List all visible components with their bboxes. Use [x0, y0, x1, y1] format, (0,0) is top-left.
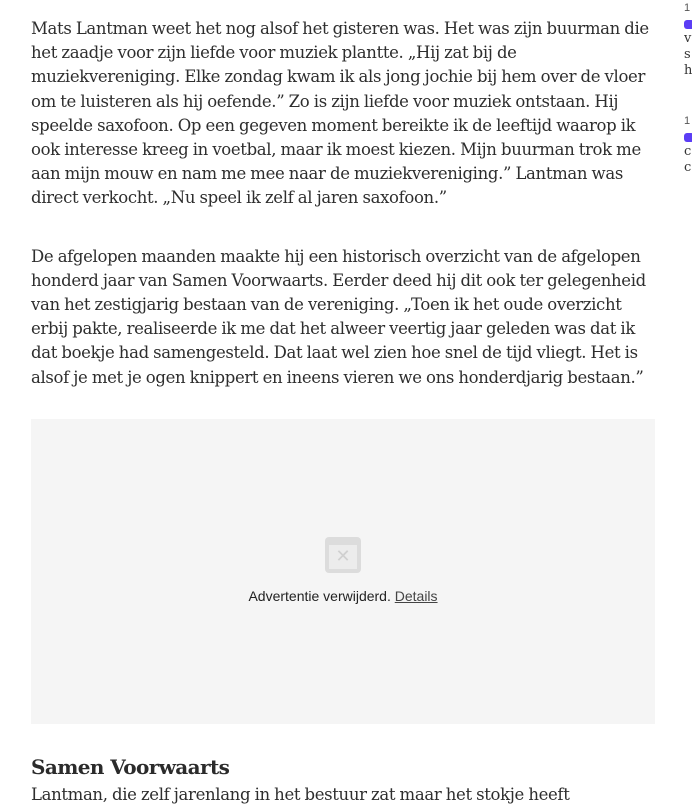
sidebar-item-time: 1 — [684, 115, 691, 127]
blocked-ad-icon: ✕ — [325, 537, 361, 573]
sidebar-item[interactable] — [684, 113, 692, 176]
sidebar-item-text: v — [684, 31, 692, 46]
sidebar-item[interactable] — [684, 0, 692, 79]
sidebar-item-text: c — [684, 160, 692, 175]
article-paragraph: Mats Lantman weet het nog alsof het gisteren was. Het was zijn buurman die het zaadje voor zijn liefde voor muziek plantte. „Hij zat bij de muziekvereniging. Elke zondag kwam ik als jong jochie bij hem over de vloer om te luisteren als hij oefende.” Zo is zijn liefde voor muziek ontstaan. Hij speelde saxofoon. Op een gegeven moment bereikte ik de leeftijd waarop ik ook interesse kreeg in voetbal, maar ik moest kiezen. Mijn buurman trok me aan mijn mouw en nam me mee naar de muziekvereniging.” Lantman was direct verkocht. „Nu speel ik zelf al jaren saxofoon.” — [31, 19, 649, 208]
ad-removed-text: Advertentie verwijderd. — [248, 588, 391, 604]
ad-placeholder — [31, 419, 655, 724]
sidebar-item-text: h — [684, 63, 692, 78]
article-paragraph: Lantman, die zelf jarenlang in het bestuur zat maar het stokje heeft — [31, 785, 570, 804]
sidebar-item-badge — [684, 20, 692, 29]
sidebar-item-text: c — [684, 144, 692, 159]
sidebar-item-badge — [684, 133, 692, 142]
sidebar-news-list — [684, 0, 692, 200]
sidebar-item-time: 1 — [684, 2, 691, 14]
sidebar-item-text: s — [684, 47, 691, 62]
article-body — [31, 17, 661, 390]
ad-details-link[interactable]: Details — [394, 588, 438, 604]
section-heading: Samen Voorwaarts — [31, 755, 230, 779]
ad-removed-message — [31, 588, 655, 604]
article-paragraph: De afgelopen maanden maakte hij een historisch overzicht van de afgelopen honderd jaar van Samen Voorwaarts. Eerder deed hij dit ook ter gelegenheid van het zestigjarig bestaan van de vereniging. „Toen ik het oude overzicht erbij pakte, realiseerde ik me dat het alweer veertig jaar geleden was dat ik dat boekje had samengesteld. Dat laat wel zien hoe snel de tijd vliegt. Het is alsof je met je ogen knippert en ineens vieren we ons honderdjarig bestaan.” — [31, 246, 646, 387]
